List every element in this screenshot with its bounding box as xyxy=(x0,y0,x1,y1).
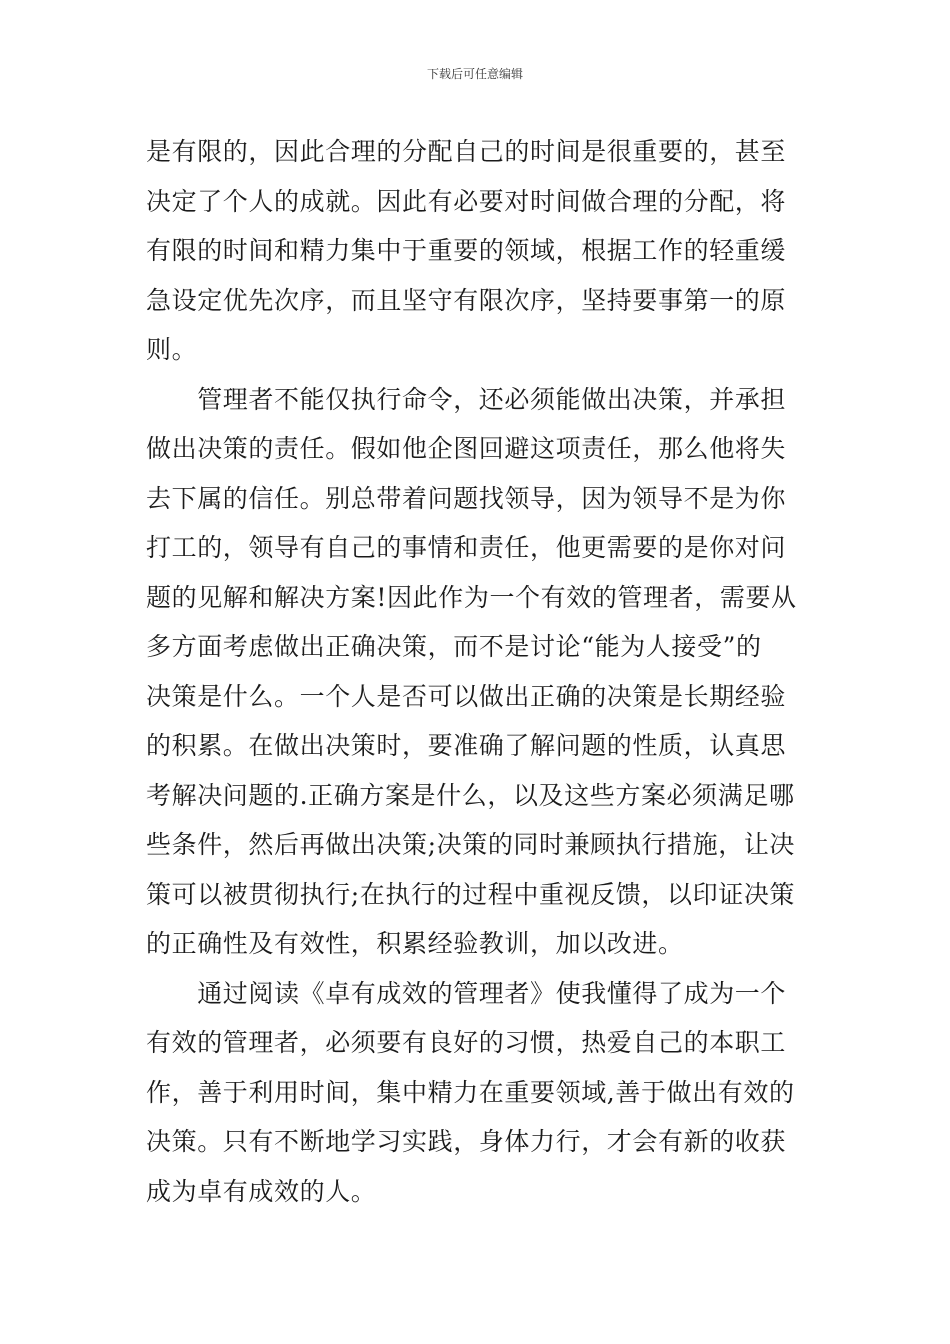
text-line: 成为卓有成效的人。 xyxy=(146,1176,377,1206)
text-line: 多方面考虑做出正确决策，而不是讨论“能为人接受”的 xyxy=(146,632,762,661)
text-line: 则。 xyxy=(146,335,198,364)
paragraph-3 xyxy=(146,969,810,1217)
text-line: 管理者不能仅执行命令，还必须能做出决策，并承担 xyxy=(146,384,787,414)
text-line: 些条件，然后再做出决策;决策的同时兼顾执行措施，让决 xyxy=(146,830,796,859)
paragraph-2 xyxy=(146,375,810,969)
text-line: 的正确性及有效性，积累经验教训，加以改进。 xyxy=(146,929,684,958)
paragraph-1 xyxy=(146,127,810,375)
text-line: 通过阅读《卓有成效的管理者》使我懂得了成为一个 xyxy=(146,978,787,1008)
text-line: 去下属的信任。别总带着问题找领导，因为领导不是为你 xyxy=(146,483,787,513)
text-line: 作，善于利用时间，集中精力在重要领域,善于做出有效的 xyxy=(146,1077,795,1107)
text-line: 考解决问题的.正确方案是什么，以及这些方案必须满足哪 xyxy=(146,780,795,810)
page-header: 下载后可任意编辑 xyxy=(426,67,523,81)
text-line: 的积累。在做出决策时，要准确了解问题的性质，认真思 xyxy=(146,731,787,760)
text-line: 决定了个人的成就。因此有必要对时间做合理的分配，将 xyxy=(146,186,787,216)
text-line: 做出决策的责任。假如他企图回避这项责任，那么他将失 xyxy=(146,434,787,463)
text-line: 题的见解和解决方案!因此作为一个有效的管理者，需要从 xyxy=(146,582,797,612)
text-line: 有限的时间和精力集中于重要的领域，根据工作的轻重缓 xyxy=(146,236,787,265)
text-line: 打工的，领导有自己的事情和责任，他更需要的是你对问 xyxy=(146,533,787,562)
text-line: 是有限的，因此合理的分配自己的时间是很重要的，甚至 xyxy=(146,137,787,166)
text-line: 决策是什么。一个人是否可以做出正确的决策是长期经验 xyxy=(146,681,787,711)
text-line: 决策。只有不断地学习实践，身体力行，才会有新的收获 xyxy=(146,1127,787,1156)
document-body xyxy=(146,127,810,1216)
text-line: 策可以被贯彻执行;在执行的过程中重视反馈，以印证决策 xyxy=(146,879,796,909)
text-line: 有效的管理者，必须要有良好的习惯，热爱自己的本职工 xyxy=(146,1028,787,1057)
text-line: 急设定优先次序，而且坚守有限次序，坚持要事第一的原 xyxy=(146,285,787,315)
